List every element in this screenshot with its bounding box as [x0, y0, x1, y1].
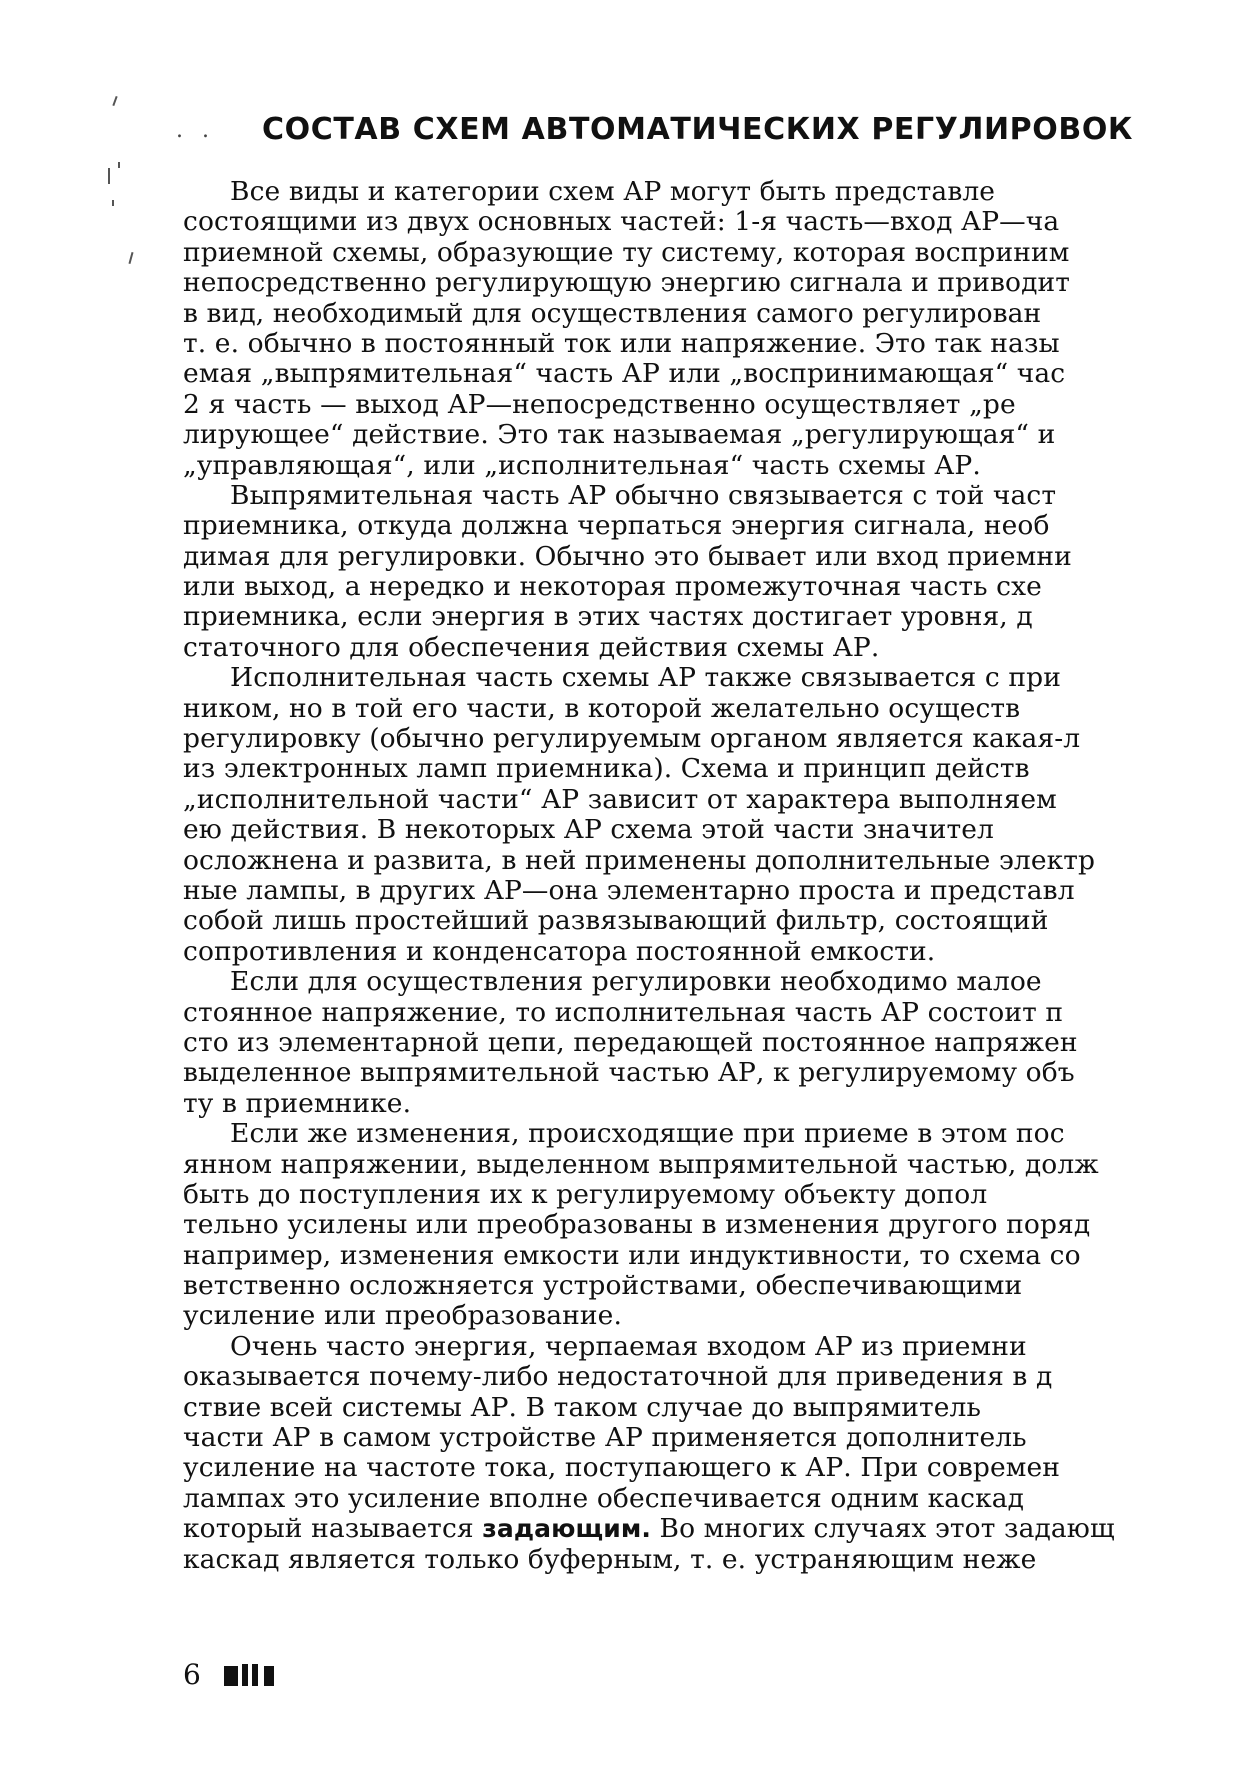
text-line: [183, 663, 1241, 693]
text-line: [183, 785, 1241, 815]
text-line-content: ствие всей системы АР. В таком случае до выпрямитель: [183, 1392, 982, 1423]
text-line: [183, 359, 1241, 389]
text-line-content: усиление или преобразование.: [183, 1301, 622, 1332]
text-line-content: осложнена и развита, в ней применены дополнительные электр: [183, 845, 1096, 876]
text-line-content: Если же изменения, происходящие при приеме в этом пос: [230, 1119, 1065, 1150]
text-line-content: „управляющая“, или „исполнительная“ часть схемы АР.: [183, 450, 981, 481]
text-line: [183, 937, 1241, 967]
text-line-content: приемной схемы, образующие ту систему, которая восприним: [183, 237, 1070, 268]
library-stamp: [224, 1662, 280, 1688]
text-line-content: янном напряжении, выделенном выпрямительной частью, долж: [183, 1149, 1099, 1180]
text-line: [183, 1028, 1241, 1058]
text-line: [183, 1089, 1241, 1119]
text-line: [183, 967, 1241, 997]
text-line: [183, 268, 1241, 298]
text-line-content: сто из элементарной цепи, передающей постоянное напряжен: [183, 1027, 1078, 1058]
text-line: [183, 420, 1241, 450]
text-line: [183, 724, 1241, 754]
text-line-content: ветственно осложняется устройствами, обеспечивающими: [183, 1271, 1023, 1302]
text-line: [183, 238, 1241, 268]
text-line-content: собой лишь простейший развязывающий фильтр, состоящий: [183, 906, 1049, 937]
text-line: [183, 177, 1241, 207]
text-line-content: усиление на частоте тока, поступающего к АР. При совремeн: [183, 1453, 1061, 1484]
text-line-content: который называется: [183, 1514, 474, 1545]
body-text: [183, 177, 1241, 1662]
text-line-content: ные лампы, в других АР—она элементарно проста и представл: [183, 875, 1075, 906]
text-line: [183, 1332, 1241, 1362]
text-line: [183, 1514, 1241, 1544]
text-line: [183, 329, 1241, 359]
text-line: [183, 1545, 1241, 1575]
text-line-content: приемника, если энергия в этих частях достигает уровня, д: [183, 602, 1033, 633]
text-line: [183, 846, 1241, 876]
text-line: [183, 694, 1241, 724]
text-line-content: состоящими из двух основных частей: 1-я часть—вход АР—ча: [183, 207, 1060, 238]
text-line-content: выделенное выпрямительной частью АР, к регулируемому объ: [183, 1058, 1075, 1089]
text-line-content: например, изменения емкости или индуктивности, то схема со: [183, 1240, 1081, 1271]
page-title: СОСТАВ СХЕМ АВТОМАТИЧЕСКИХ РЕГУЛИРОВОК: [262, 112, 1134, 147]
text-line-content: ею действия. В некоторых АР схема этой части значител: [183, 815, 994, 846]
text-line: [183, 602, 1241, 632]
title-dots: . .: [176, 118, 215, 143]
text-line-content: стоянное напряжение, то исполнительная часть АР состоит п: [183, 997, 1064, 1028]
text-line: [183, 815, 1241, 845]
text-line-content: 2 я часть — выход АР—непосредственно осуществляет „ре: [183, 389, 1016, 420]
text-line: [183, 511, 1241, 541]
text-line: [183, 1119, 1241, 1149]
text-line-content: статочного для обеспечения действия схемы АР.: [183, 632, 880, 663]
text-line: [183, 390, 1241, 420]
text-line-content: тельно усилены или преобразованы в изменения другого поряд: [183, 1210, 1091, 1241]
text-line: [183, 1241, 1241, 1271]
text-line-content: Все виды и категории схем АР могут быть представле: [230, 177, 996, 207]
text-line-content: ником, но в той его части, в которой желательно осуществ: [183, 693, 1021, 724]
text-line: [183, 1058, 1241, 1088]
text-line: [183, 906, 1241, 936]
text-line: [183, 1210, 1241, 1240]
text-line-content: регулировку (обычно регулируемым органом является какая-л: [183, 724, 1081, 755]
text-line: [183, 1180, 1241, 1210]
text-line-content: Исполнительная часть схемы АР также связывается с при: [230, 663, 1061, 694]
text-line-content: или выход, а нередко и некоторая промежуточная часть схе: [183, 572, 1042, 603]
text-line-content: Очень часто энергия, черпаемая входом АР из приемни: [230, 1331, 1027, 1362]
text-line: [183, 1362, 1241, 1392]
text-line: [183, 876, 1241, 906]
text-line: [183, 481, 1241, 511]
text-line: [183, 572, 1241, 602]
text-line-content: сопротивления и конденсатора постоянной емкости.: [183, 936, 936, 967]
text-line: [183, 451, 1241, 481]
scan-margin-marks: [108, 96, 148, 296]
text-line-content: лампах это усиление вполне обеспечивается одним каскад: [183, 1483, 1025, 1514]
text-line-content: т. е. обычно в постоянный ток или напряжение. Это так назы: [183, 328, 1060, 359]
text-line-content: Если для осуществления регулировки необходимо малое: [230, 967, 1042, 998]
text-line-content: в вид, необходимый для осуществления самого регулирован: [183, 298, 1042, 329]
text-line: [183, 1150, 1241, 1180]
text-line: [183, 1271, 1241, 1301]
text-line: [183, 542, 1241, 572]
text-line-content: из электронных ламп приемника). Схема и принцип действ: [183, 754, 1030, 785]
text-line-content: емая „выпрямительная“ часть АР или „воспринимающая“ час: [183, 359, 1066, 390]
emphasized-term: задающим.: [482, 1514, 651, 1544]
text-line-content: ту в приемнике.: [183, 1088, 412, 1119]
text-line-content: „исполнительной части“ АР зависит от характера выполняем: [183, 784, 1057, 815]
text-line-content: лирующее“ действие. Это так называемая „регулирующая“ и: [183, 420, 1056, 451]
text-line-content: димая для регулировки. Обычно это бывает или вход приемни: [183, 541, 1072, 572]
text-line-content: каскад является только буферным, т. е. устраняющим неже: [183, 1544, 1037, 1575]
text-line: [183, 1393, 1241, 1423]
text-line: [183, 633, 1241, 663]
text-line-content: оказывается почему-либо недостаточной для приведения в д: [183, 1362, 1053, 1393]
text-line: [183, 207, 1241, 237]
text-line: [183, 299, 1241, 329]
page-number-value: 6: [183, 1658, 201, 1691]
text-line: [183, 998, 1241, 1028]
text-line-continuation: Во многих случаях этот задающ: [650, 1514, 1115, 1545]
text-line-content: приемника, откуда должна черпаться энергия сигнала, необ: [183, 511, 1050, 542]
text-line-content: части АР в самом устройстве АР применяется дополнитель: [183, 1423, 1027, 1454]
text-line: [183, 754, 1241, 784]
text-line: [183, 1484, 1241, 1514]
text-line: [183, 1423, 1241, 1453]
text-line-content: непосредственно регулирующую энергию сигнала и приводит: [183, 268, 1071, 299]
text-line: [183, 1301, 1241, 1331]
page-number: [183, 1658, 280, 1691]
text-line-content: Выпрямительная часть АР обычно связывается с той част: [230, 480, 1057, 511]
text-line-content: быть до поступления их к регулируемому объекту допол: [183, 1179, 988, 1210]
text-line: [183, 1453, 1241, 1483]
